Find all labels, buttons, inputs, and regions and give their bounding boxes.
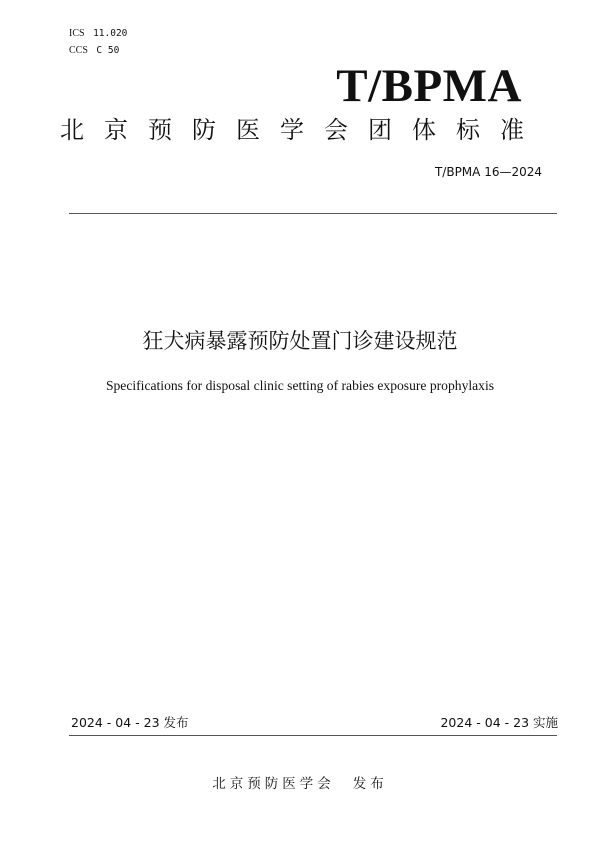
publisher-name: 北京预防医学会 [212,776,335,792]
organization-title: 北京预防医学会团体标准 [60,116,544,144]
ccs-label: CCS [69,45,88,56]
ccs-code: C 50 [96,45,120,56]
ics-classification [69,28,127,40]
document-title-cn: 狂犬病暴露预防处置门诊建设规范 [142,329,458,353]
footer-divider [69,735,557,736]
publish-date: 2024 - 04 - 23 发布 [71,715,189,730]
implement-date: 2024 - 04 - 23 实施 [440,715,558,730]
ccs-classification [69,45,119,57]
standard-mark: T/BPMA [336,60,522,112]
ics-label: ICS [69,28,85,39]
document-title-en: Specifications for disposal clinic setting of rabies exposure prophylaxis [105,378,495,393]
standard-number: T/BPMA 16—2024 [434,165,542,179]
ics-code: 11.020 [93,28,128,39]
publisher-statement [0,774,600,794]
publish-action: 发布 [352,776,388,792]
header-divider [69,213,557,214]
